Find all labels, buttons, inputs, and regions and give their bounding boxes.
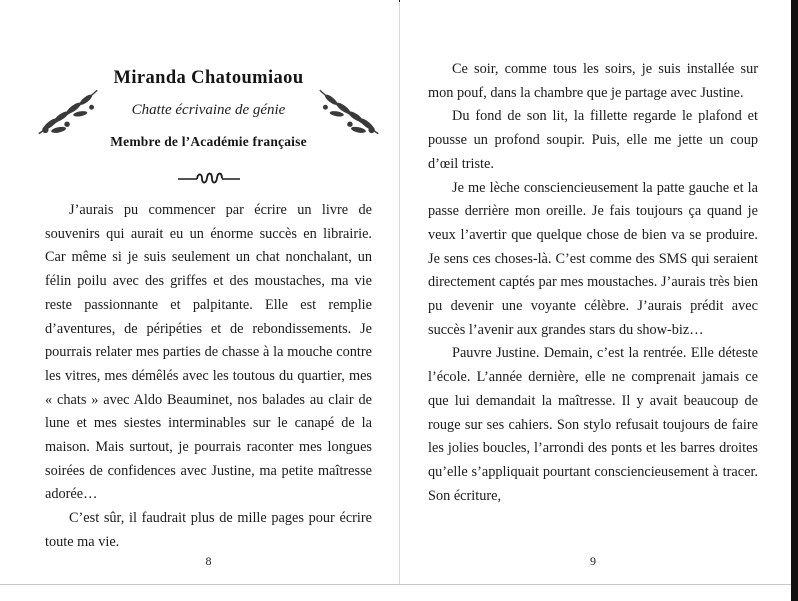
squiggle-divider-icon	[45, 170, 372, 186]
paragraph-1: J’aurais pu commencer par écrire un livre de souvenirs qui aurait eu un énorme succès en librairie. Car même si je suis seulement un chat nonchalant, un félin poilu avec des griffes et des moustaches, ma vie reste passionnante et palpitante. Elle est remplie d’aventures, de péripéties et de rebondissements. Je pourrais relater mes parties de chasse à la mouche contre les vitres, mes démêlés avec les toutous du quartier, mes « chats » avec Aldo Beauminet, nos balades au clair de lune et mes siestes interminables sur le canapé de la maison. Mais surtout, je pourrais raconter mes longues soirées de confidences avec Justine, ma petite maîtresse adorée…	[45, 202, 372, 503]
olive-branch-right-icon	[316, 82, 382, 140]
paragraph-1: Ce soir, comme tous les soirs, je suis installée sur mon pouf, dans la chambre que je partage avec Justine.	[428, 61, 758, 101]
paragraph-2: C’est sûr, il faudrait plus de mille pages pour écrire toute ma vie.	[45, 510, 372, 550]
paragraph-3: Je me lèche consciencieusement la patte gauche et la passe derrière mon oreille. Je fais toujours ça quand je veux l’avertir que quelque chose de bien va se produire. Je sens ces choses-là. C’est comme des SMS qui seraient directement captés par mes moustaches. J’aurais très bien pu devenir une voyante célèbre. J’aurais prédit avec succès l’avenir aux grandes stars du show-biz…	[428, 179, 758, 338]
book-affiliation: Membre de l’Académie française	[110, 134, 307, 149]
paragraph-2: Du fond de son lit, la fillette regarde le plafond et pousse un profond soupir. Puis, elle me jette un coup d’œil triste.	[428, 108, 758, 172]
left-page-body	[45, 199, 372, 555]
frame-right-edge	[791, 0, 798, 601]
page-right	[400, 0, 791, 584]
book-subtitle: Chatte écrivaine de génie	[131, 102, 286, 118]
page-left	[0, 0, 399, 584]
page-number-right: 9	[590, 554, 596, 568]
page-bottom-rule	[0, 584, 791, 585]
book-title: Miranda Chatoumiaou	[113, 68, 304, 88]
olive-branch-left-icon	[35, 82, 101, 140]
page-number-left: 8	[205, 554, 212, 568]
title-block	[45, 68, 372, 150]
paragraph-4: Pauvre Justine. Demain, c’est la rentrée. Elle déteste l’école. L’année dernière, elle ne comprenait jamais ce que lui demandait la maîtresse. Il y avait beaucoup de rouge sur ses cahiers. Son stylo refusait toujours de faire les jolies boucles, l’arrondi des ponts et les barres droites qu’elle s’appliquait pourtant consciencieusement à tracer. Son écriture,	[428, 345, 758, 504]
right-page-body	[428, 0, 758, 508]
